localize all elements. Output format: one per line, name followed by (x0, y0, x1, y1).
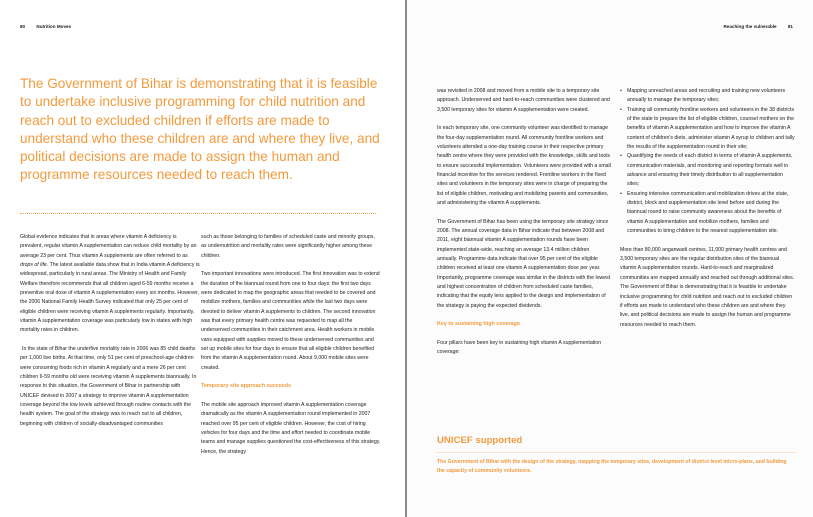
unicef-box-title: UNICEF supported (437, 435, 795, 453)
text-column-3 (437, 87, 611, 367)
paragraph: The Government of Bihar has been using the temporary site strategy since 2008. The annual coverage data in Bihar indicate that between 2008 and 2011, eight biannual vitamin A supplementation rounds have been implemented state-wide, reaching an average 13.4 million children annually. Programme data indicate that over 95 per cent of the eligible children received at least one vitamin A supplementation dose per year. Importantly, programme coverage was similar in the districts with the lowest and highest concentration of children from scheduled caste families, indicating that the equity lens applied to the design and implementation of the strategy is paying the expected dividends. (437, 218, 611, 309)
paragraph: Two important innovations were introduced. The first innovation was to extend the duration of the biannual round from one to four days: the first two days were dedicated to map the geographic areas that needed to be covered and mobilize mothers, families and communities while the last two days were devoted to deliver vitamin A supplements to children. The second innovation was that every primary health centre was requested to map all the underserved communities in their catchment area. Health workers in mobile vans equipped with supplies moved to these underserved communities and set up mobile sites for four days to ensure that all eligible children benefited from the vitamin A supplementation round. About 9,000 mobile sites were created. (201, 271, 380, 371)
paragraph: Global evidence indicates that in areas where vitamin A deficiency is prevalent, regular vitamin A supplementation can reduce child mortality by an average 23 per cent. Thus vitamin A supplements are often referred to as drops of life. The latest available data show that in India vitamin A deficiency is widespread, particularly in rural areas. The Ministry of Health and Family Welfare therefore recommends that all children aged 6-59 months receive a preventive oral dose of vitamin A supplementation every six months. However, the 2006 National Family Health Survey indicated that only 25 per cent of eligible children were receiving vitamin A supplements regularly. Importantly, vitamin A supplementation coverage was particularly low in states with high mortality rates in children. (20, 234, 200, 334)
subheading-temporary-site: Temporary site approach succeeds (201, 383, 292, 390)
paragraph: Four pillars have been key in sustaining high vitamin A supplementation coverage: (437, 340, 602, 356)
paragraph: More than 80,000 anganwadi centres, 11,000 primary health centres and 3,500 temporary sites are the regular distribution sites of the biannual vitamin A supplementation rounds. Hard-to-reach and marginalized communities are mapped annually and reached out through additional sites. The Government of Bihar is demonstrating that it is feasible to undertake inclusive programming for child nutrition and reach out to excluded children if efforts are made to understand who these children are and where they live, and political decisions are made to assign the human and programme resources needed to reach them. (620, 246, 795, 328)
pull-quote: The Government of Bihar is demonstrating that it is feasible to undertake inclusive programming for child nutrition and reach out to excluded children if efforts are made to understand who these children are and where they live, and political decisions are made to assign the human and programme resources needed to reach them. (20, 76, 380, 183)
page-number-left: 80 (20, 24, 26, 29)
left-page (0, 0, 405, 517)
paragraph: In the state of Bihar the underfive mortality rate in 2006 was 85 child deaths per 1,000 live births. At that time, only 51 per cent of preschool-age children were consuming foods rich in vitamin A regularly and a mere 26 per cent children 6-59 months old were receiving vitamin A supplements biannually. In response to this situation, the Government of Bihar in partnership with UNICEF devised in 2007 a strategy to improve vitamin A supplementation coverage beyond the low levels achieved through routine contacts with the health system. The goal of the strategy was to reach out to all children, beginning with children of socially-disadvantaged communities (20, 346, 197, 427)
paragraph: In each temporary site, one community volunteer was identified to manage the four-day supplementation round. All community frontline workers and volunteers attended a one-day training course in their respective primary health centre where they were provided with the knowledge, skills and tools to ensure successful implementation. Volunteers were provided with a small financial incentive for the services rendered. Frontline workers in the fixed sites and volunteers in the temporary sites were in charge of preparing the list of eligible children, motivating and mobilizing parents and communities, and administering the vitamin A supplements. (437, 125, 611, 207)
paragraph: The mobile site approach improved vitamin A supplementation coverage dramatically as the vitamin A supplementation round implemented in 2007 reached over 95 per cent of eligible children. However, the cost of hiring vehicles for four days and the time and effort needed to coordinate mobile teams and manage supplies questioned the cost-effectiveness of this strategy. Hence, the strategy (201, 402, 381, 455)
text-column-4 (620, 87, 795, 339)
bullet-item: • Quantifying the needs of each district in terms of vitamin A supplements, communication materials, and monitoring and reporting formats well in advance and ensuring their timely distribution to all supplementation sites; (620, 152, 795, 189)
running-head-title-left: Nutrition Moves (36, 24, 72, 29)
unicef-supported-box (437, 435, 795, 476)
running-head-title-right: Reaching the vulnerable (723, 24, 777, 29)
dotted-divider (20, 213, 376, 214)
bullet-item: • Ensuring intensive communication and mobilization drives at the state, district, block and supplementation site level before and during the biannual round to raise community awareness about the benefits of vitamin A supplementation and mobilize mothers, families and communities to bring children to the nearest supplementation site. (620, 190, 795, 237)
running-head-left (20, 24, 71, 29)
bullet-item: • Mapping unreached areas and recruiting and training new volunteers annually to manage the temporary sites; (620, 87, 795, 106)
emphasis-text: drops of life (20, 262, 47, 269)
running-head-right (723, 24, 793, 29)
subheading-key-to-coverage: Key to sustaining high coverage (437, 321, 520, 328)
page-number-right: 81 (787, 24, 793, 29)
pillars-bullet-list (620, 87, 795, 237)
paragraph: such as those belonging to families of scheduled caste and minority groups, as undernutrition and mortality rates were significantly higher among these children. (201, 234, 375, 259)
text-column-2 (201, 233, 381, 466)
paragraph: was revisited in 2008 and moved from a mobile site to a temporary site approach. Underserved and hard-to-reach communities were clustered and 3,500 temporary sites for vitamin A supplementation were created. (437, 88, 610, 113)
text-column-1 (20, 233, 200, 438)
bullet-item: • Training all community frontline workers and volunteers in the 38 districts of the state to prepare the list of eligible children, counsel mothers on the benefits of vitamin A supplementation and how to improve the vitamin A content of children's diets, administer vitamin A syrup to children and tally the results of the supplementation round in their site; (620, 106, 795, 153)
unicef-box-text: The Government of Bihar with the design of the strategy, mapping the temporary sites, development of district level micro-plans, and building the capacity of community volunteers. (437, 459, 787, 474)
